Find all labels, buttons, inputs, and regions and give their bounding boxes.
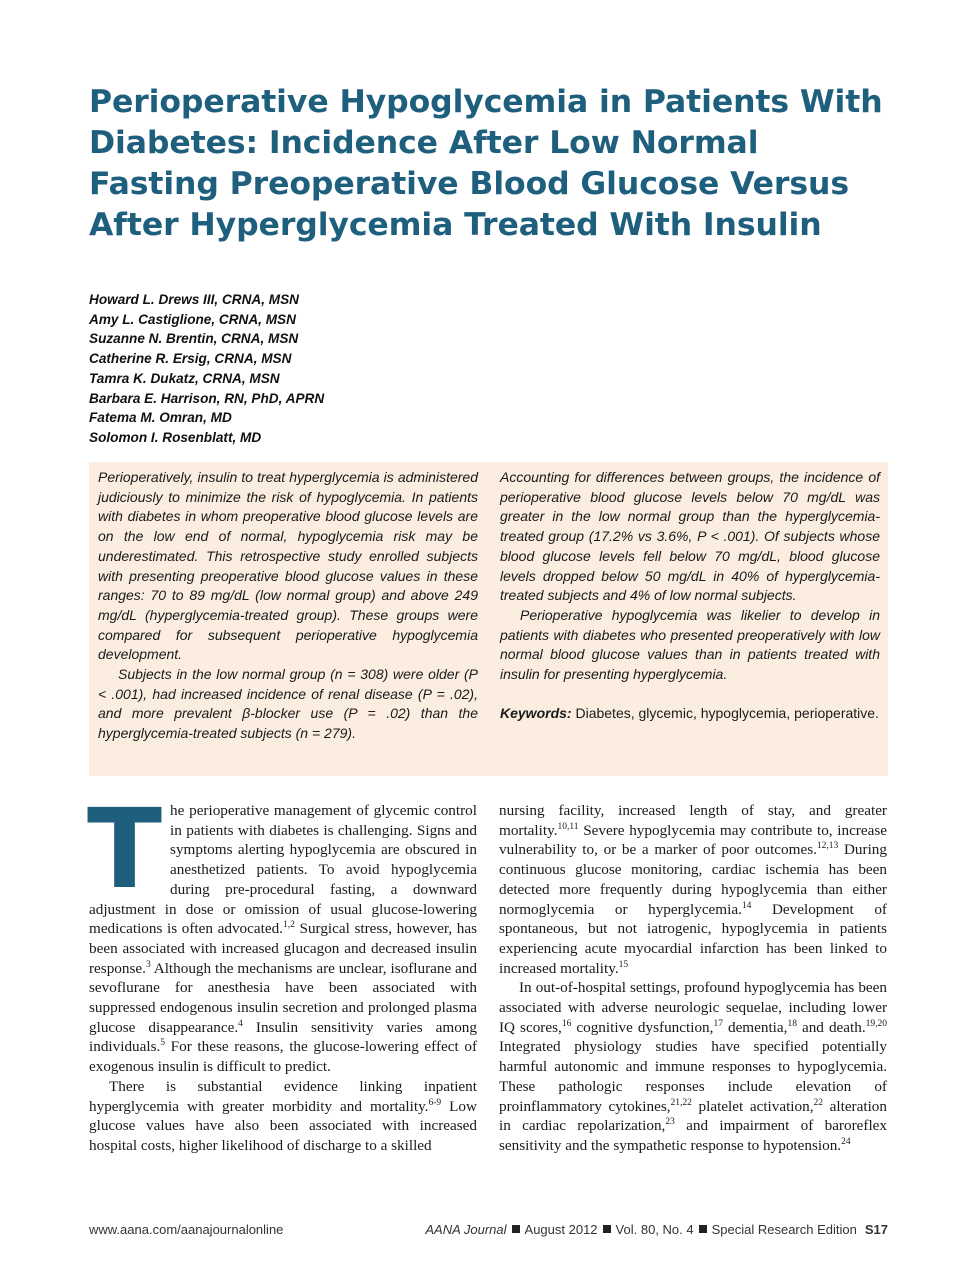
square-bullet-icon [512, 1225, 520, 1233]
abstract-paragraph: Perioperative hypoglycemia was likelier to develop in patients with diabetes who presented preoperatively with low normal blood glucose values than in patients treated with insulin for presenting hyperglycemia. [500, 606, 880, 683]
body-text-run: and impairment of baroreflex sensitivity and the sympathetic response to hypotension. [499, 1117, 887, 1154]
body-text-run: Surgical stress, however, has been associated with increased glucagon and decreased insulin response. [89, 920, 478, 977]
citation-superscript: 21,22 [670, 1097, 692, 1108]
journal-citation [425, 1222, 888, 1237]
citation-superscript: 23 [665, 1117, 675, 1128]
citation-superscript: 12,13 [816, 841, 839, 852]
body-text-run: During continuous glucose monitoring, cardiac ischemia has been detected more frequently during hypoglycemia than either normoglycemia or hyperglycemia. [499, 841, 887, 918]
citation-superscript: 22 [813, 1097, 824, 1108]
body-text-run: alteration in cardiac repolarization, [499, 1097, 887, 1135]
body-text-run: he perioperative management of glycemic control in patients with diabetes is challenging. Signs and symptoms alerting hypoglycemia are obscured in anesthetized patients. To avoid hypoglycemia during pre-procedural fasting, a downward adjustment in dose or omission of usual glucose-lowering medications is often advocated. [89, 802, 477, 938]
body-text-run: Low glucose values have also been associated with increased hospital costs, higher likelihood of discharge to a skilled [89, 1097, 477, 1154]
citation-superscript: 18 [787, 1018, 797, 1029]
body-paragraph [89, 1077, 477, 1156]
author-name: Barbara E. Harrison, RN, PhD, APRN [89, 390, 325, 406]
body-text-run: Insulin sensitivity varies among individuals. [89, 1018, 477, 1056]
volume-issue: Vol. 80, No. 4 [615, 1222, 694, 1237]
body-left-column [87, 785, 478, 1156]
journal-name: AANA Journal [425, 1222, 507, 1237]
body-text-run: Development of spontaneous, but not iatrogenic, hypoglycemia in patients experiencing acute myocardial infarction has been linked to increased mortality. [499, 900, 887, 977]
citation-superscript: 1,2 [282, 920, 295, 931]
page-footer [89, 1222, 888, 1242]
body-paragraph [499, 801, 887, 978]
citation-superscript: 15 [618, 959, 629, 970]
citation-superscript: 6-9 [428, 1097, 442, 1108]
author-name: Howard L. Drews III, CRNA, MSN [89, 292, 299, 307]
journal-url: www.aana.com/aanajournalonline [89, 1222, 284, 1237]
body-text-run: Integrated physiology studies have specified potentially harmful autonomic and immune responses to hypoglycemia. These pathologic responses include elevation of proinflammatory cytokines, [499, 1038, 887, 1115]
author-list [89, 290, 489, 448]
body-text-run: Although the mechanisms are unclear, isoflurane and sevoflurane for anesthesia have been associated with suppressed endogenous insulin secretion and prolonged plasma glucose disappearance. [89, 959, 477, 1036]
body-right-column [499, 801, 887, 1156]
abstract-paragraph: Subjects in the low normal group (n = 308) were older (P < .001), had increased incidence of renal disease (P = .02), and more prevalent β-blocker use (P = .02) than the hyperglycemia-treated subjects (n = 279). [98, 666, 478, 742]
body-text-run: Severe hypoglycemia may contribute to, increase vulnerability to, or be a marker of poor outcomes. [499, 821, 887, 859]
body-text-run: There is substantial evidence linking inpatient hyperglycemia with greater morbidity and mortality. [89, 1077, 477, 1115]
article-title: Perioperative Hypoglycemia in Patients With Diabetes: Incidence After Low Normal Fasting Preoperative Blood Glucose Versus After Hyperglycemia Treated With Insulin [89, 84, 883, 243]
abstract-paragraph: Perioperatively, insulin to treat hyperglycemia is administered judiciously to minimize the risk of hypoglycemia. In patients with diabetes in whom preoperative blood glucose levels are on the low end of normal, hypoglycemia risk may be underestimated. This retrospective study enrolled subjects with presenting preoperative blood glucose values in these ranges: 70 to 89 mg/dL (low normal group) and above 249 mg/dL (hyperglycemia-treated group). These groups were compared for subsequent perioperative hypoglycemia development. [98, 469, 478, 663]
abstract-left-column [98, 468, 478, 744]
author-name: Suzanne N. Brentin, CRNA, MSN [89, 331, 299, 347]
edition: Special Research Edition [711, 1222, 857, 1237]
body-paragraph [87, 785, 478, 1077]
keywords-list: Diabetes, glycemic, hypoglycemia, perioperative. [575, 705, 879, 722]
citation-superscript: 17 [713, 1018, 723, 1029]
citation-superscript: 24 [841, 1136, 851, 1147]
square-bullet-icon [603, 1225, 611, 1233]
abstract-right-column [500, 468, 880, 724]
body-text-run: For these reasons, the glucose-lowering effect of exogenous insulin is difficult to predict. [89, 1038, 477, 1076]
citation-superscript: 5 [160, 1038, 166, 1049]
issue-date: August 2012 [524, 1222, 598, 1237]
author-name: Amy L. Castiglione, CRNA, MSN [89, 311, 296, 327]
body-text-run: dementia, [722, 1018, 788, 1036]
keywords-label: Keywords: [500, 705, 572, 722]
square-bullet-icon [699, 1225, 707, 1233]
body-paragraph [499, 978, 887, 1155]
citation-superscript: 3 [145, 959, 151, 970]
drop-cap: T [87, 785, 163, 913]
page-number: S17 [864, 1222, 888, 1237]
citation-superscript: 14 [741, 900, 752, 911]
body-text-run: In out-of-hospital settings, profound hypoglycemia has been associated with adverse neurologic sequelae, including lower IQ scores, [499, 979, 887, 1036]
body-text-run: nursing facility, increased length of stay, and greater mortality. [499, 802, 887, 839]
body-text-run: platelet activation, [691, 1097, 814, 1115]
body-text-run: and death. [796, 1018, 866, 1036]
keywords [500, 704, 880, 724]
citation-superscript: 19,20 [865, 1018, 887, 1029]
author-name: Tamra K. Dukatz, CRNA, MSN [89, 370, 280, 386]
author-name: Catherine R. Ersig, CRNA, MSN [89, 351, 292, 367]
citation-superscript: 4 [238, 1018, 243, 1029]
body-text-run: cognitive dysfunction, [571, 1018, 714, 1036]
citation-superscript: 10,11 [557, 821, 579, 832]
citation-superscript: 16 [561, 1018, 572, 1029]
author-name: Fatema M. Omran, MD [89, 410, 232, 426]
abstract-paragraph: Accounting for differences between groups, the incidence of perioperative blood glucose levels below 70 mg/dL was greater in the low normal group than the hyperglycemia-treated group (17.2% vs 3.6%, P < .001). Of subjects whose blood glucose levels fell below 70 mg/dL, blood glucose levels dropped below 50 mg/dL in 40% of hyperglycemia-treated subjects and 4% of low normal subjects. [500, 469, 880, 604]
author-name: Solomon I. Rosenblatt, MD [89, 429, 262, 445]
abstract-box [89, 462, 888, 776]
